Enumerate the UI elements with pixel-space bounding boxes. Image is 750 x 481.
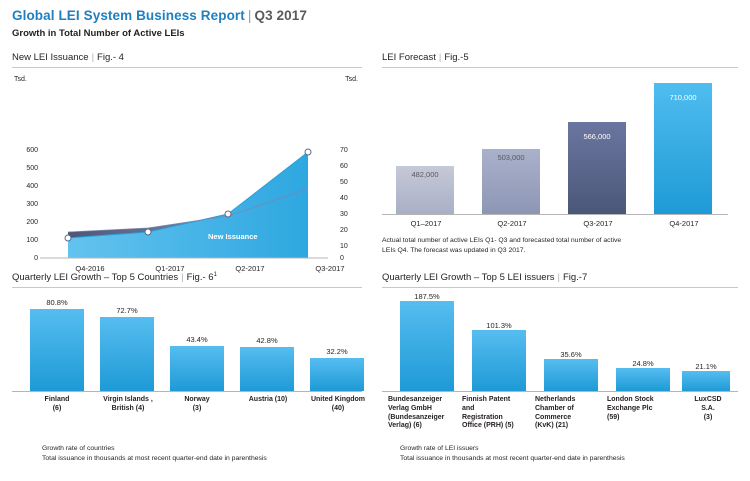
chart3-xtick-1-line2: British (4) [111, 404, 145, 412]
chart1-ytick-right-30: 30 [340, 211, 348, 218]
chart3-xtick-2 [166, 396, 228, 414]
chart1-ytick-left-600: 600 [26, 147, 38, 154]
page-title-quarter: Q3 2017 [254, 8, 307, 23]
chart3-bar-0 [30, 309, 84, 391]
chart1-ytick-left-100: 100 [26, 237, 38, 244]
chart-new-lei-issuance [12, 52, 362, 273]
chart3-xtick-1 [92, 396, 164, 414]
chart1-figure-number: Fig.- 4 [97, 52, 124, 63]
chart4-xtick-0-line4: Verlag) (6) [388, 422, 422, 430]
chart4-xtick-0-line1: Bundesanzeiger [388, 396, 443, 403]
chart4-note [400, 444, 736, 464]
chart1-title-text: New LEI Issuance [12, 52, 89, 63]
chart4-bar-0 [400, 301, 454, 391]
chart3-xtick-1-line1: Virgin Islands , [103, 396, 153, 403]
chart3-xtick-0-line2: (6) [52, 404, 62, 412]
chart1-left-axis-label: Tsd. [14, 76, 27, 83]
chart1-series-label-new: New Issuance [208, 232, 258, 241]
chart3-title [12, 272, 362, 288]
chart1-ytick-left-300: 300 [26, 201, 38, 208]
chart4-xtick-2-line4: (KvK) (21) [535, 422, 569, 430]
chart3-bar-3 [240, 347, 294, 391]
chart4-xtick-2 [535, 396, 611, 431]
chart2-xtick-1: Q2-2017 [497, 219, 527, 228]
chart1-title [12, 52, 362, 68]
chart4-xtick-2-line1: Netherlands [535, 396, 576, 403]
chart1-ytick-left-400: 400 [26, 183, 38, 190]
chart1-xtick-3: Q3-2017 [315, 264, 345, 273]
chart4-xtick-1-line3: Registration [462, 413, 503, 421]
chart1-ytick-right-40: 40 [340, 195, 348, 202]
chart4-bar-3 [616, 368, 670, 391]
chart4-xtick-3-line3: (59) [607, 413, 620, 421]
chart4-xtick-1-line2: and [462, 404, 475, 412]
chart1-ytick-right-70: 70 [340, 147, 348, 154]
chart3-xtick-0 [26, 396, 88, 414]
chart4-xtick-0-line3: (Bundesanzeiger [388, 413, 445, 421]
chart2-xtick-0: Q1–2017 [410, 219, 442, 228]
chart-lei-forecast [382, 52, 738, 255]
chart1-xtick-1: Q1-2017 [155, 264, 185, 273]
chart1-right-axis-label: Tsd. [345, 76, 358, 83]
chart3-value-4: 32.2% [326, 347, 348, 356]
page-title-main: Global LEI System Business Report [12, 8, 245, 23]
chart3-xtick-4-line2: (40) [331, 404, 345, 412]
chart3-xtick-4-line1: United Kingdom [310, 396, 366, 403]
chart4-xtick-1 [462, 396, 538, 431]
chart3-baseline [12, 391, 362, 392]
chart4-value-1: 101.3% [486, 321, 512, 330]
chart4-title-separator: | [557, 272, 560, 283]
chart3-note [42, 444, 372, 464]
page-title-separator: | [247, 8, 252, 23]
chart3-bar-4 [310, 358, 364, 391]
chart3-xtick-0-line1: Finland [44, 396, 70, 403]
chart4-bar-2 [544, 359, 598, 391]
chart4-value-4: 21.1% [695, 362, 717, 371]
chart4-xtick-4 [680, 396, 736, 422]
chart2-value-3: 710,000 [669, 93, 697, 102]
chart3-xtick-3-line1: Austria (10) [248, 396, 288, 403]
chart2-value-0: 482,000 [411, 170, 439, 179]
chart1-ytick-left-0: 0 [34, 255, 38, 262]
chart4-xtick-2-line3: Commerce [535, 413, 572, 421]
chart4-xtick-4-line1: LuxCSD [694, 396, 722, 403]
chart3-figure-number: Fig.- 6 [186, 272, 214, 284]
chart2-xtick-2: Q3-2017 [583, 219, 613, 228]
chart3-value-2: 43.4% [186, 335, 208, 344]
chart2-note-line2: LEIs Q4. The forecast was updated in Q3 2017. [382, 247, 526, 255]
chart1-ytick-left-200: 200 [26, 219, 38, 226]
chart2-bar-3 [654, 83, 712, 214]
chart3-xtick-2-line1: Norway [184, 396, 210, 403]
chart4-title [382, 272, 738, 288]
chart4-xtick-0 [388, 396, 464, 431]
chart3-title-text: Quarterly LEI Growth – Top 5 Countries [12, 272, 179, 284]
chart-top5-issuers [382, 272, 738, 472]
chart1-series-label-total: Total Active LEIs [140, 185, 200, 194]
report-header [12, 8, 307, 39]
chart3-xtick-2-line2: (3) [192, 404, 202, 412]
chart4-xtick-3 [607, 396, 683, 422]
chart2-title [382, 52, 738, 68]
chart3-xtick-4 [302, 396, 374, 414]
chart4-plot [382, 292, 738, 391]
chart3-title-separator: | [181, 272, 184, 284]
page-title [12, 8, 307, 23]
chart4-note-line1: Growth rate of LEI issuers [400, 445, 479, 452]
chart3-value-3: 42.8% [256, 336, 278, 345]
chart1-ytick-left-500: 500 [26, 165, 38, 172]
chart2-figure-number: Fig.-5 [444, 52, 469, 63]
chart-top5-countries [12, 272, 366, 472]
chart4-bar-1 [472, 330, 526, 391]
chart4-xtick-2-line2: Chamber of [535, 404, 574, 412]
chart2-value-2: 566,000 [583, 132, 611, 141]
chart2-note-line1: Actual total number of active LEIs Q1- Q3 and forecasted total number of active [382, 237, 622, 244]
chart4-value-2: 35.6% [560, 350, 582, 359]
chart1-plot [40, 140, 328, 265]
chart1-ytick-right-20: 20 [340, 227, 348, 234]
chart4-xtick-0-line2: Verlag GmbH [388, 404, 432, 412]
chart1-ytick-right-0: 0 [340, 255, 344, 262]
chart3-note-line2: Total issuance in thousands at most recent quarter-end date in parenthesis [42, 455, 267, 463]
chart3-value-1: 72.7% [116, 306, 138, 315]
chart3-xtick-3 [234, 396, 302, 405]
chart4-value-0: 187.5% [414, 292, 440, 301]
chart2-note [382, 236, 738, 256]
chart1-ytick-right-10: 10 [340, 243, 348, 250]
chart2-value-1: 503,000 [497, 153, 525, 162]
chart4-xtick-4-line3: (3) [703, 413, 713, 421]
chart4-xtick-1-line1: Finnish Patent [462, 396, 511, 403]
chart4-title-text: Quarterly LEI Growth – Top 5 LEI issuers [382, 272, 555, 283]
chart3-bar-1 [100, 317, 154, 391]
chart4-xtick-4-line2: S.A. [701, 404, 715, 412]
chart4-value-3: 24.8% [632, 359, 654, 368]
page-subtitle: Growth in Total Number of Active LEIs [12, 28, 185, 39]
chart1-ytick-right-60: 60 [340, 163, 348, 170]
chart2-title-separator: | [438, 52, 442, 63]
chart2-title-text: LEI Forecast [382, 52, 436, 63]
chart4-note-line2: Total issuance in thousands at most recent quarter-end date in parenthesis [400, 455, 625, 463]
chart4-xtick-1-line4: Office (PRH) (5) [462, 422, 514, 430]
chart4-figure-number: Fig.-7 [562, 272, 588, 283]
chart1-xtick-0: Q4-2016 [75, 264, 105, 273]
chart3-bar-2 [170, 346, 224, 391]
chart4-xtick-3-line1: London Stock [607, 396, 654, 403]
chart3-note-line1: Growth rate of countries [42, 445, 115, 452]
chart2-xtick-3: Q4-2017 [669, 219, 699, 228]
chart3-footnote-marker: 1 [213, 272, 217, 278]
chart4-bar-4 [682, 371, 730, 391]
chart4-baseline [382, 391, 738, 392]
chart2-baseline [382, 214, 728, 215]
chart4-xtick-3-line2: Exchange Plc [607, 404, 653, 412]
chart1-ytick-right-50: 50 [340, 179, 348, 186]
chart1-xtick-2: Q2-2017 [235, 264, 265, 273]
chart1-title-separator: | [91, 52, 95, 63]
chart3-value-0: 80.8% [46, 298, 68, 307]
